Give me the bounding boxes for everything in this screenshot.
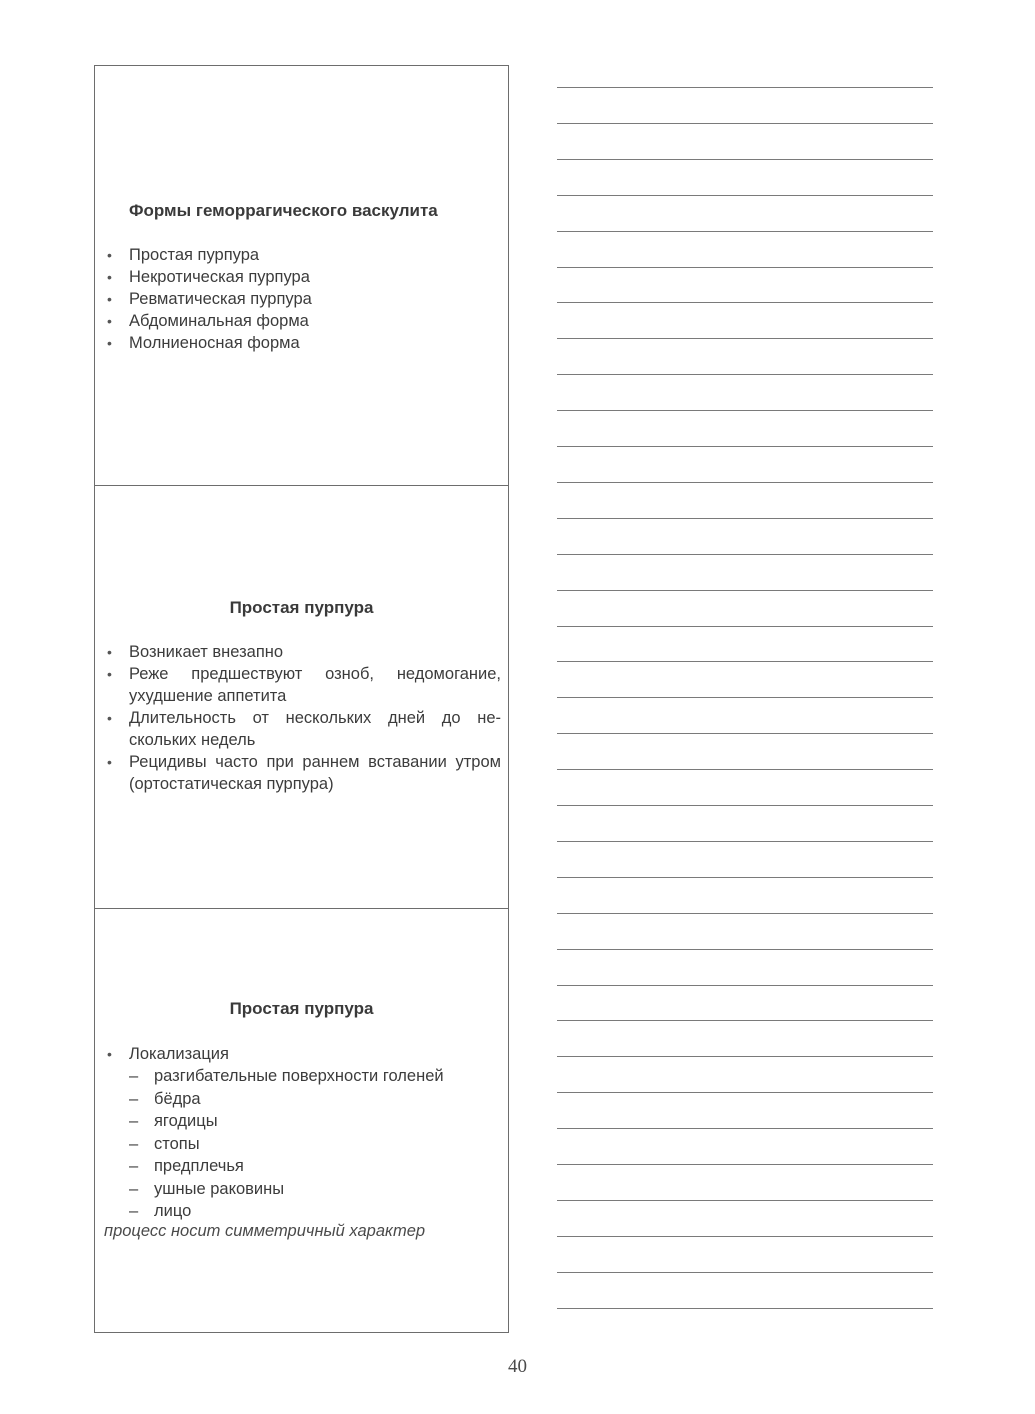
ruled-line	[557, 985, 933, 986]
bullet-icon: •	[107, 644, 112, 660]
dash-icon: –	[129, 1112, 139, 1130]
list-item: • Длительность от нескольких дней до не-скольких недель	[107, 709, 501, 749]
slide-1-bullets	[101, 244, 501, 354]
notes-ruled-lines	[557, 0, 935, 1414]
sub-list-item: – предплечья	[129, 1155, 501, 1178]
ruled-line	[557, 87, 933, 88]
slide-3	[95, 908, 508, 1332]
bullet-icon: •	[107, 247, 112, 263]
ruled-line	[557, 1056, 933, 1057]
slides-frame	[94, 65, 509, 1333]
ruled-line	[557, 949, 933, 950]
list-item: • Возникает внезапно	[107, 643, 284, 661]
slide-2-bullets	[101, 641, 501, 795]
sub-list-item: – бёдра	[129, 1088, 501, 1111]
ruled-line	[557, 159, 933, 160]
ruled-line	[557, 374, 933, 375]
ruled-line	[557, 805, 933, 806]
list-item: • Локализация – разгибательные поверхности голеней – бёдра – ягодицы – стопы – предплечья – ушные раковины – лицо	[101, 1043, 501, 1223]
sub-list-item: – стопы	[129, 1133, 501, 1156]
bullet-icon: •	[107, 754, 112, 770]
dash-icon: –	[129, 1134, 139, 1153]
slide-3-bullets	[101, 1043, 501, 1223]
slide-2-title: Простая пурпура	[229, 598, 374, 617]
bullet-icon: •	[107, 269, 112, 285]
ruled-line	[557, 1236, 933, 1237]
list-item: • Простая пурпура	[107, 246, 260, 264]
localization-sublist	[129, 1065, 501, 1223]
ruled-line	[557, 1200, 933, 1201]
list-item: • Ревматическая пурпура	[107, 290, 312, 308]
bullet-icon: •	[107, 666, 112, 682]
ruled-line	[557, 267, 933, 268]
ruled-line	[557, 769, 933, 770]
ruled-line	[557, 913, 933, 914]
bullet-icon: •	[107, 335, 112, 351]
dash-icon: –	[129, 1089, 139, 1108]
ruled-line	[557, 554, 933, 555]
sub-list-item: – разгибательные поверхности голеней	[129, 1065, 501, 1088]
bullet-icon: •	[107, 313, 112, 329]
ruled-line	[557, 1308, 933, 1309]
ruled-line	[557, 446, 933, 447]
ruled-line	[557, 1092, 933, 1093]
dash-icon: –	[129, 1067, 139, 1085]
ruled-line	[557, 841, 933, 842]
ruled-line	[557, 697, 933, 698]
ruled-line	[557, 482, 933, 483]
sub-list-item: – ягодицы	[129, 1110, 501, 1133]
ruled-line	[557, 302, 933, 303]
ruled-line	[557, 590, 933, 591]
ruled-line	[557, 1020, 933, 1021]
ruled-line	[557, 877, 933, 878]
slide-3-note: процесс носит симметричный характер	[104, 1222, 426, 1240]
sub-list-item: – лицо	[129, 1200, 501, 1223]
bullet-icon: •	[107, 291, 112, 307]
ruled-line	[557, 338, 933, 339]
sub-list-item: – ушные раковины	[129, 1178, 501, 1201]
list-item: • Реже предшествуют озноб, недомогание, ухудшение аппетита	[107, 665, 501, 705]
ruled-line	[557, 195, 933, 196]
ruled-line	[557, 123, 933, 124]
slide-3-title: Простая пурпура	[229, 999, 374, 1018]
slide-2	[95, 485, 508, 908]
dash-icon: –	[129, 1202, 139, 1220]
ruled-line	[557, 661, 933, 662]
slide-1-title: Формы геморрагического васкулита	[129, 201, 438, 220]
ruled-line	[557, 231, 933, 232]
dash-icon: –	[129, 1179, 139, 1198]
list-item: • Абдоминальная форма	[107, 312, 309, 330]
ruled-line	[557, 410, 933, 411]
list-item: • Рецидивы часто при раннем вставании утром (ортостатическая пурпура)	[107, 753, 501, 793]
dash-icon: –	[129, 1157, 139, 1175]
ruled-line	[557, 1164, 933, 1165]
ruled-line	[557, 733, 933, 734]
bullet-icon: •	[107, 1046, 112, 1062]
bullet-icon: •	[107, 710, 112, 726]
list-item: • Молниеносная форма	[107, 334, 300, 352]
list-item: • Некротическая пурпура	[107, 268, 310, 286]
slide-1	[95, 66, 508, 485]
ruled-line	[557, 1272, 933, 1273]
page-number: 40	[508, 1356, 527, 1377]
ruled-line	[557, 626, 933, 627]
ruled-line	[557, 518, 933, 519]
ruled-line	[557, 1128, 933, 1129]
